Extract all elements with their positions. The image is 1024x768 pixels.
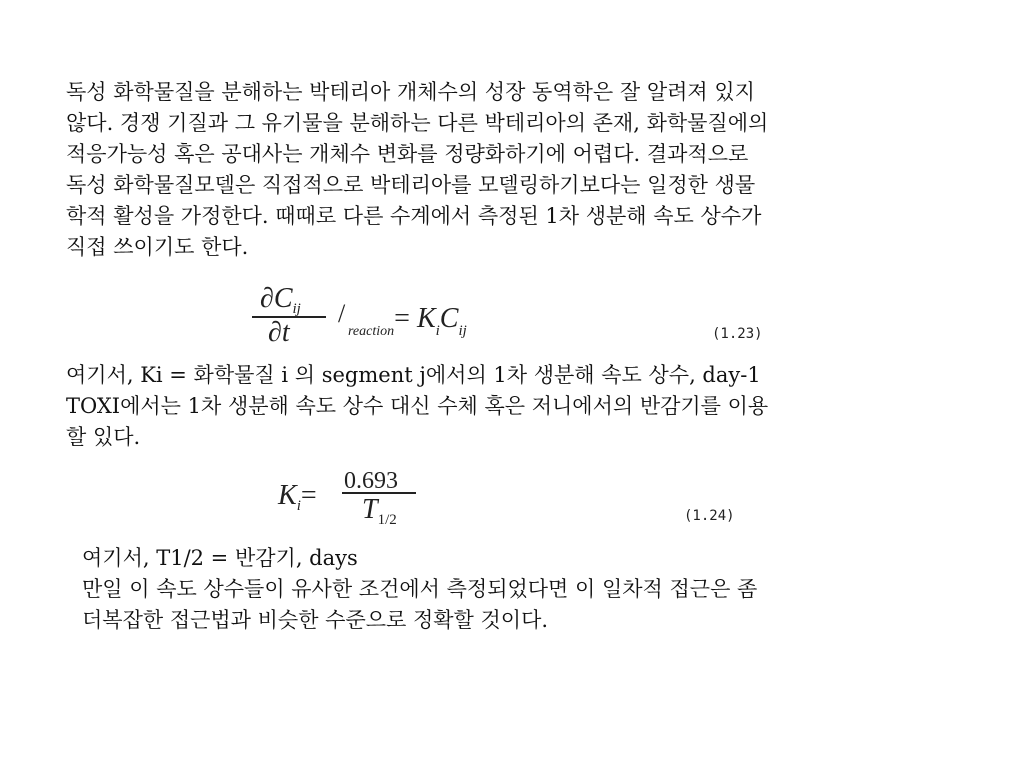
eq1-slash: / <box>338 299 346 328</box>
text-line: 만일 이 속도 상수들이 유사한 조건에서 측정되었다면 이 일차적 접근은 좀 <box>82 577 758 601</box>
eq2-lhs: $K_i=$ <box>278 480 317 514</box>
equation-number-1-23: (1.23) <box>712 326 763 342</box>
text-line: 직접 쓰이기도 한다. <box>66 235 249 259</box>
text-line: 할 있다. <box>66 425 141 449</box>
text-line: 학적 활성을 가정한다. 때때로 다른 수계에서 측정된 1차 생분해 속도 상수가 <box>66 204 762 228</box>
eq1-numerator: $\partial C_{ij}$ <box>260 283 301 317</box>
text-line: TOXI에서는 1차 생분해 속도 상수 대신 수체 혹은 저니에서의 반감기를 이용 <box>66 394 769 418</box>
text-line: 독성 화학물질을 분해하는 박테리아 개체수의 성장 동역학은 잘 알려져 있지 <box>66 80 755 104</box>
text-line: 않다. 경쟁 기질과 그 유기물을 분해하는 다른 박테리아의 존재, 화학물질에의 <box>66 111 769 135</box>
paragraph-definition-ki <box>66 360 956 453</box>
text-line: 독성 화학물질모델은 직접적으로 박테리아를 모델링하기보다는 일정한 생물 <box>66 173 756 197</box>
equation-1-23 <box>250 283 540 347</box>
text-line: 여기서, Ki = 화학물질 i 의 segment j에서의 1차 생분해 속도 상수, day-1 <box>66 363 761 387</box>
equation-1-24 <box>276 468 426 532</box>
paragraph-intro <box>66 77 956 263</box>
text-line: 더복잡한 접근법과 비슷한 수준으로 정확할 것이다. <box>82 608 549 632</box>
eq1-rhs: $_{reaction}= K_iC_{ij}$ <box>348 303 467 339</box>
eq2-denominator: $T_{1/2}$ <box>362 494 397 528</box>
text-line: 여기서, T1/2 = 반감기, days <box>82 546 358 570</box>
equation-number-1-24: (1.24) <box>684 508 735 524</box>
text-line: 적응가능성 혹은 공대사는 개체수 변화를 정량화하기에 어렵다. 결과적으로 <box>66 142 749 166</box>
eq1-denominator: ∂t <box>268 317 290 348</box>
paragraph-conclusion <box>82 543 942 636</box>
eq2-numerator: 0.693 <box>344 468 398 494</box>
